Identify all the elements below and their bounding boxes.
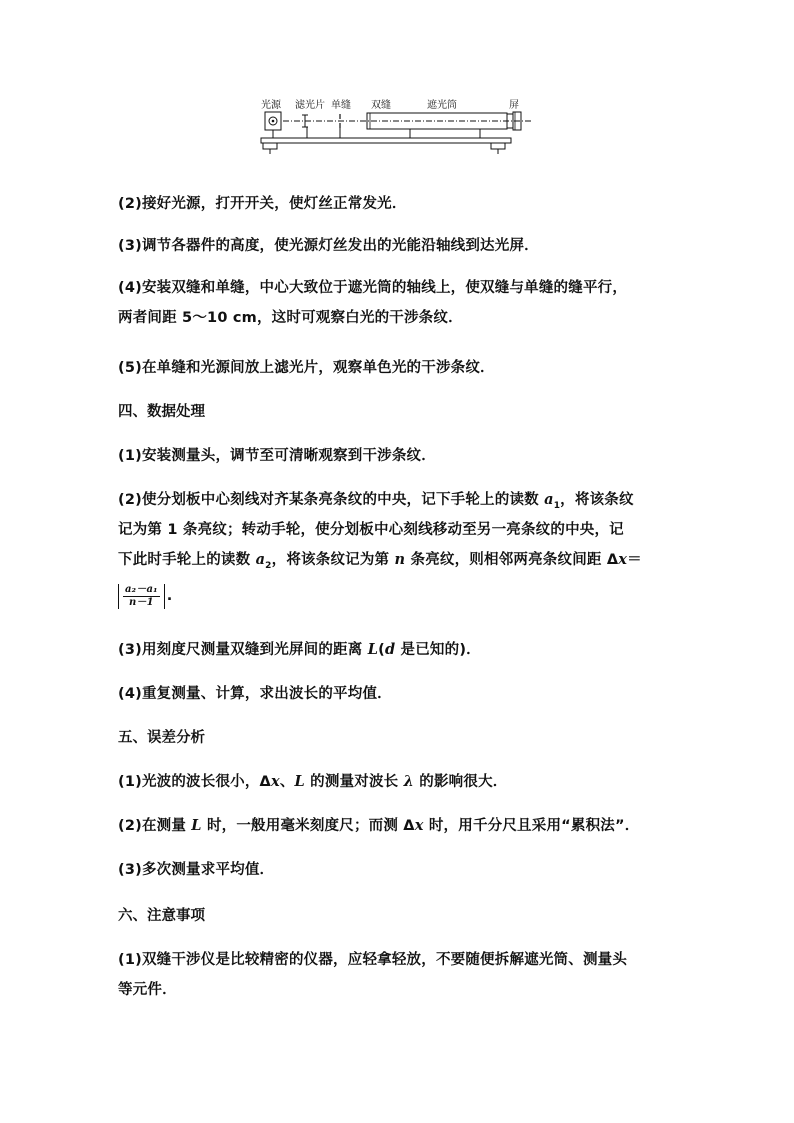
var-x: x: [270, 773, 280, 790]
text-segment: ，将该条纹: [560, 492, 634, 508]
var-L: L: [191, 817, 202, 834]
text-segment: 是已知的)．: [395, 642, 481, 658]
var-L: L: [294, 773, 305, 790]
text-segment: 时，一般用毫米刻度尺；而测 Δ: [201, 818, 415, 834]
label-double-slit: 双缝: [371, 100, 391, 111]
text-segment: 的测量对波长: [304, 774, 404, 790]
text-segment: (3)用刻度尺测量双缝到光屏间的距离: [118, 642, 368, 658]
text-segment: (: [378, 642, 385, 658]
text-segment: 时，用千分尺且采用“累积法”．: [423, 818, 640, 834]
step-5: (5)在单缝和光源间放上滤光片，观察单色光的干涉条纹．: [118, 360, 495, 376]
optical-bench: [261, 138, 511, 154]
label-single-slit: 单缝: [331, 100, 351, 111]
label-tube: 遮光筒: [427, 100, 457, 111]
text-segment: .: [166, 588, 173, 604]
text-segment: 、: [279, 774, 295, 790]
text-segment: ＝: [627, 552, 642, 568]
step-4-line-2: 两者间距 5～10 cm，这时可观察白光的干涉条纹．: [118, 310, 463, 326]
fraction: [118, 584, 165, 609]
var-d: d: [384, 641, 396, 658]
step-3: (3)调节各器件的高度，使光源灯丝发出的光能沿轴线到达光屏．: [118, 238, 539, 254]
var-x: x: [618, 551, 628, 568]
section-4-heading: 四、数据处理: [118, 404, 205, 420]
section-4-item-1: (1)安装测量头，调节至可清晰观察到干涉条纹．: [118, 448, 436, 464]
apparatus-svg: [255, 96, 535, 172]
label-screen: 屏: [509, 100, 519, 111]
var-x: x: [414, 817, 424, 834]
var-a: a: [255, 551, 266, 568]
double-slit-apparatus-diagram: [255, 96, 535, 172]
label-light-source: 光源: [261, 100, 281, 111]
section-4-item-2-line-3: [118, 546, 684, 580]
section-6-item-1-line-2: 等元件．: [118, 982, 177, 998]
subscript: 2: [265, 560, 272, 571]
section-4-item-2-line-1: [118, 486, 684, 520]
section-5-item-2: [118, 812, 684, 840]
text-segment: (2)使分划板中心刻线对齐某条亮条纹的中央，记下手轮上的读数: [118, 492, 545, 508]
var-lambda: λ: [403, 773, 415, 790]
light-source-icon: [265, 112, 281, 138]
section-4-item-2-line-2: 记为第 1 条亮纹；转动手轮，使分划板中心刻线移动至另一亮条纹的中央，记: [118, 522, 624, 538]
tube-icon: [367, 113, 507, 138]
section-4-item-3: [118, 636, 684, 664]
section-5-heading: 五、误差分析: [118, 730, 205, 746]
var-L: L: [367, 641, 379, 658]
section-6-item-1-line-1: (1)双缝干涉仪是比较精密的仪器，应轻拿轻放，不要随便拆解遮光筒、测量头: [118, 952, 628, 968]
text-segment: 的影响很大．: [414, 774, 508, 790]
section-5-item-3: (3)多次测量求平均值．: [118, 862, 275, 878]
step-2: (2)接好光源，打开开关，使灯丝正常发光．: [118, 196, 407, 212]
var-a: a: [544, 491, 554, 508]
text-segment: (2)在测量: [118, 818, 192, 834]
text-segment: ，将该条纹记为第: [271, 552, 395, 568]
section-4-item-4: (4)重复测量、计算，求出波长的平均值．: [118, 686, 392, 702]
subscript: 1: [553, 500, 561, 511]
section-4-item-2-formula: [118, 582, 684, 610]
section-6-heading: 六、注意事项: [118, 908, 205, 924]
section-5-item-1: [118, 768, 684, 796]
filter-icon: [302, 115, 308, 138]
fraction-denominator: n－1: [128, 596, 154, 608]
fraction-numerator: a₂－a₁: [125, 583, 158, 595]
text-segment: 条亮纹，则相邻两亮条纹间距 Δ: [405, 552, 619, 568]
text-segment: (1)光波的波长很小，Δ: [118, 774, 271, 790]
label-filter: 滤光片: [295, 100, 325, 111]
var-n: n: [394, 551, 406, 568]
text-segment: 下此时手轮上的读数: [118, 552, 256, 568]
step-4-line-1: (4)安装双缝和单缝，中心大致位于遮光筒的轴线上，使双缝与单缝的缝平行，: [118, 280, 628, 296]
